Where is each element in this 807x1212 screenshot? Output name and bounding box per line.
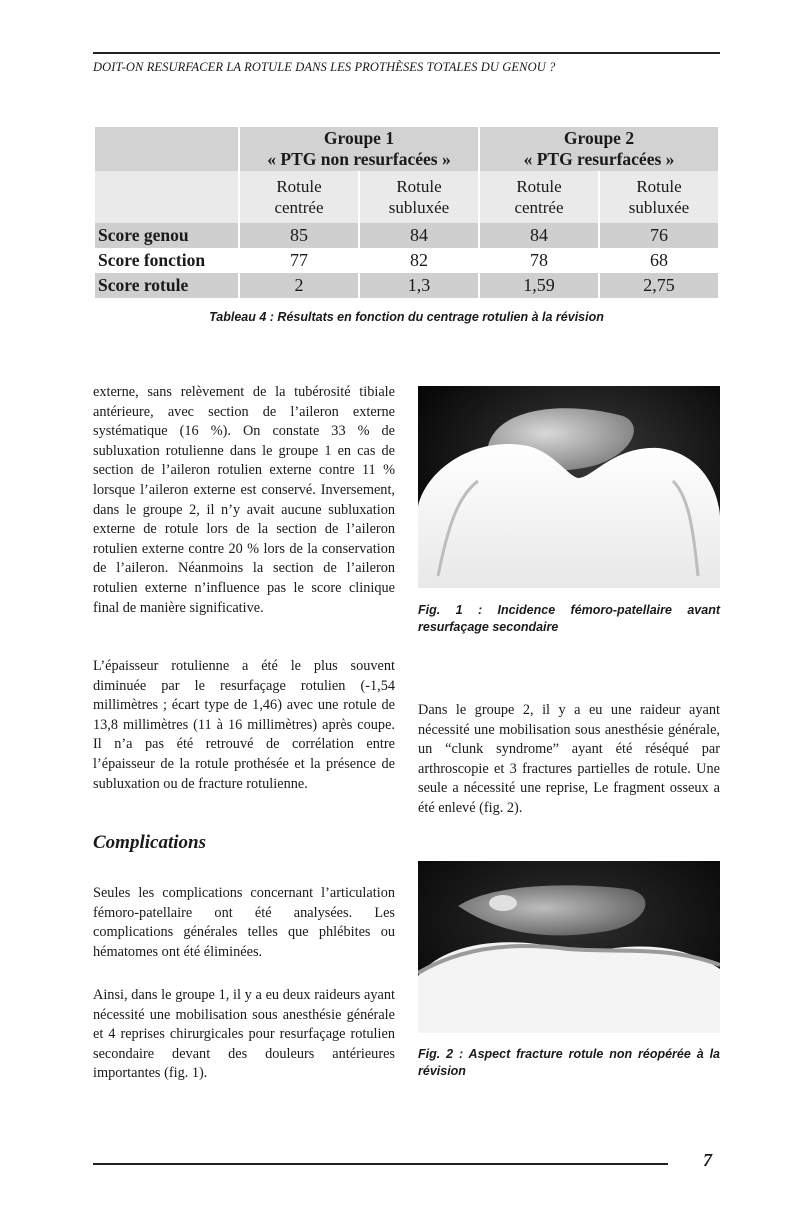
group-1-title: Groupe 1: [323, 128, 395, 148]
subheader-line: centrée: [514, 198, 564, 217]
left-column-block-3: [93, 884, 395, 962]
table-group-2-header: [480, 127, 718, 171]
subheader-line: subluxée: [628, 198, 690, 217]
table-cell: 68: [600, 248, 718, 273]
table-subheader-corner: [95, 171, 238, 223]
subheader-line: Rotule: [396, 177, 442, 196]
subheader-line: Rotule: [636, 177, 682, 196]
table-row: [95, 223, 718, 248]
left-column-block-2: [93, 657, 395, 794]
paragraph: externe, sans relèvement de la tubérosité tibiale antérieure, avec section de l’aileron externe systématique (16 %). On constate 33 % de subluxation rotulienne dans le groupe 1 en cas de section de l’aileron rotulien externe contre 11 % lorsque l’aileron externe est conservé. Inversement, dans le groupe 2, il n’y avait aucune subluxation externe de rotule lors de la section de l’aileron rotulien externe contre 20 % lors de la conservation de l’aileron. Néanmoins la section de l’aileron rotulien externe n’influence pas le score clinique final de manière significative.: [93, 384, 395, 616]
figure-2-xray: [418, 861, 720, 1033]
table-row: [95, 273, 718, 298]
table-subheader-cell: [480, 171, 598, 223]
row-label: Score genou: [95, 223, 238, 248]
table-cell: 78: [480, 248, 598, 273]
table-corner-cell: [95, 127, 238, 171]
subheader-line: Rotule: [516, 177, 562, 196]
table-cell: 76: [600, 223, 718, 248]
figure-1-caption: Fig. 1 : Incidence fémoro-patellaire avant resurfaçage secondaire: [418, 603, 720, 634]
table-cell: 85: [240, 223, 358, 248]
table-cell: 77: [240, 248, 358, 273]
table-cell: 84: [360, 223, 478, 248]
group-1-subtitle: « PTG non resurfacées »: [267, 149, 451, 169]
paragraph: L’épaisseur rotulienne a été le plus souvent diminuée par le resurfaçage rotulien (-1,54 millimètres ; écart type de 1,46) avec une rotule de 13,8 millimètres (11 à 16 millimètres) après coupe. Il n’a pas été retrouvé de corrélation entre l’épaisseur de la rotule prothésée et la présence de subluxation ou de fracture rotulienne.: [93, 658, 395, 792]
paragraph: Dans le groupe 2, il y a eu une raideur ayant nécessité une mobilisation sous anesthésie générale, un “clunk syndrome” ayant été réséqué par arthroscopie et 3 fractures partielles de rotule. Une seule a nécessité une reprise, Le fragment osseux a été enlevé (fig. 2).: [418, 702, 720, 816]
subheader-line: Rotule: [276, 177, 322, 196]
table-cell: 1,59: [480, 273, 598, 298]
subheader-line: subluxée: [388, 198, 450, 217]
group-2-title: Groupe 2: [563, 128, 635, 148]
table-subheader-row: [95, 171, 718, 223]
figure-2-caption: Fig. 2 : Aspect fracture rotule non réopérée à la révision: [418, 1047, 720, 1078]
table-subheader-cell: [600, 171, 718, 223]
row-label: Score rotule: [95, 273, 238, 298]
figure-1-xray: [418, 386, 720, 588]
table-row: [95, 248, 718, 273]
group-2-subtitle: « PTG resurfacées »: [523, 149, 675, 169]
xray-femoro-patellar-image: [418, 386, 720, 588]
xray-patella-fracture-image: [418, 861, 720, 1033]
table-cell: 1,3: [360, 273, 478, 298]
left-column-block-4: [93, 986, 395, 1084]
table-caption: Tableau 4 : Résultats en fonction du centrage rotulien à la révision: [209, 310, 604, 324]
table-group-1-header: [240, 127, 478, 171]
paragraph: Seules les complications concernant l’articulation fémoro-patellaire ont été analysées. Les complications générales telles que phlébites ou hématomes ont été éliminées.: [93, 885, 395, 960]
table-cell: 84: [480, 223, 598, 248]
paragraph: Ainsi, dans le groupe 1, il y a eu deux raideurs ayant nécessité une mobilisation sous anesthésie générale et 4 reprises chirurgicales pour resurfaçage rotulien secondaire devant des douleurs antérieures importantes (fig. 1).: [93, 987, 395, 1082]
results-table: [93, 127, 720, 298]
table-cell: 82: [360, 248, 478, 273]
table-subheader-cell: [360, 171, 478, 223]
section-title: Complications: [93, 832, 206, 853]
table-cell: 2: [240, 273, 358, 298]
left-column-block-1: [93, 383, 395, 618]
page-number: 7: [703, 1150, 712, 1170]
table-group-header-row: [95, 127, 718, 171]
row-label: Score fonction: [95, 248, 238, 273]
right-column-text: [418, 701, 720, 819]
table-cell: 2,75: [600, 273, 718, 298]
running-title: DOIT-ON RESURFACER LA ROTULE DANS LES PROTHÈSES TOTALES DU GENOU ?: [93, 52, 720, 75]
table-subheader-cell: [240, 171, 358, 223]
subheader-line: centrée: [274, 198, 324, 217]
footer-rule: [93, 1163, 668, 1165]
